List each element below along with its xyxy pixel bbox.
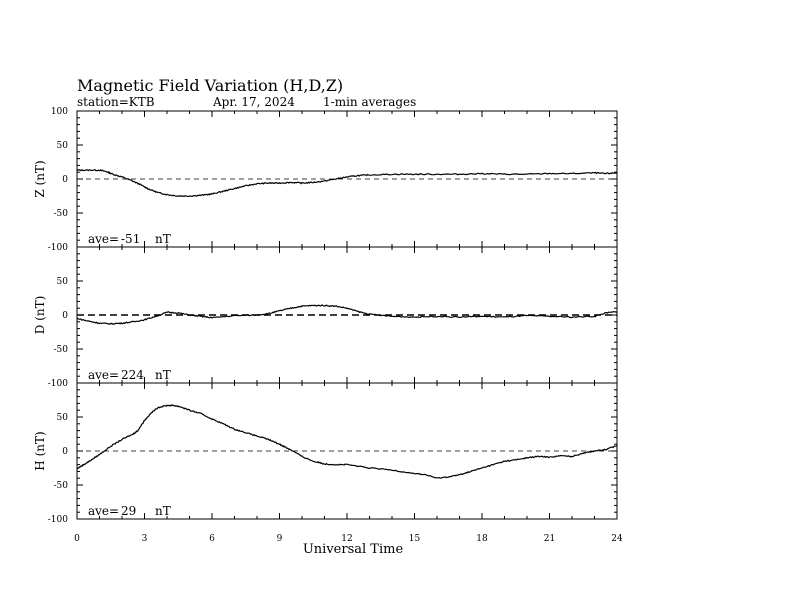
- y-tick-label-d: 0: [62, 311, 68, 321]
- x-tick-label: 6: [209, 534, 215, 544]
- y-tick-label-h: -100: [47, 515, 68, 525]
- series-line-h: [77, 405, 617, 478]
- y-tick-label-d: -50: [53, 345, 68, 355]
- y-tick-label-z: -50: [53, 209, 68, 219]
- ave-value-h: 29: [121, 504, 137, 518]
- y-tick-label-h: 0: [62, 447, 68, 457]
- x-tick-label: 18: [476, 534, 488, 544]
- y-axis-label-z: Z (nT): [33, 160, 47, 198]
- ave-label-z: ave=: [88, 232, 120, 246]
- x-tick-label: 9: [276, 534, 283, 544]
- y-tick-label-d: 50: [56, 277, 68, 287]
- ave-label-h: ave=: [88, 504, 120, 518]
- ave-unit-z: nT: [155, 232, 171, 246]
- date-label: Apr. 17, 2024: [213, 95, 295, 109]
- ave-unit-d: nT: [155, 368, 171, 382]
- y-tick-label-z: 0: [62, 175, 68, 185]
- chart-title: Magnetic Field Variation (H,D,Z): [77, 76, 344, 95]
- station-label: station=KTB: [77, 95, 155, 109]
- y-tick-label-z: -100: [47, 243, 68, 253]
- ave-value-d: 224: [121, 368, 144, 382]
- y-tick-label-h: 50: [56, 413, 68, 423]
- averaging-label: 1-min averages: [323, 95, 417, 109]
- y-tick-label-z: 50: [56, 141, 68, 151]
- y-axis-label-d: D (nT): [33, 295, 47, 335]
- ave-label-d: ave=: [88, 368, 120, 382]
- x-tick-label: 15: [408, 534, 421, 544]
- x-tick-label: 21: [543, 534, 556, 544]
- y-axis-label-h: H (nT): [33, 431, 47, 471]
- x-tick-label: 12: [341, 534, 353, 544]
- y-tick-label-d: -100: [47, 379, 68, 389]
- x-tick-label: 0: [74, 534, 80, 544]
- ave-value-z: -51: [121, 232, 141, 246]
- ave-unit-h: nT: [155, 504, 171, 518]
- x-tick-label: 3: [141, 534, 148, 544]
- panels-group: [33, 107, 623, 544]
- series-line-z: [77, 170, 617, 197]
- x-axis-label: Universal Time: [302, 542, 404, 557]
- y-tick-label-h: -50: [53, 481, 68, 491]
- x-tick-label: 24: [611, 534, 623, 544]
- y-tick-label-z: 100: [50, 107, 68, 117]
